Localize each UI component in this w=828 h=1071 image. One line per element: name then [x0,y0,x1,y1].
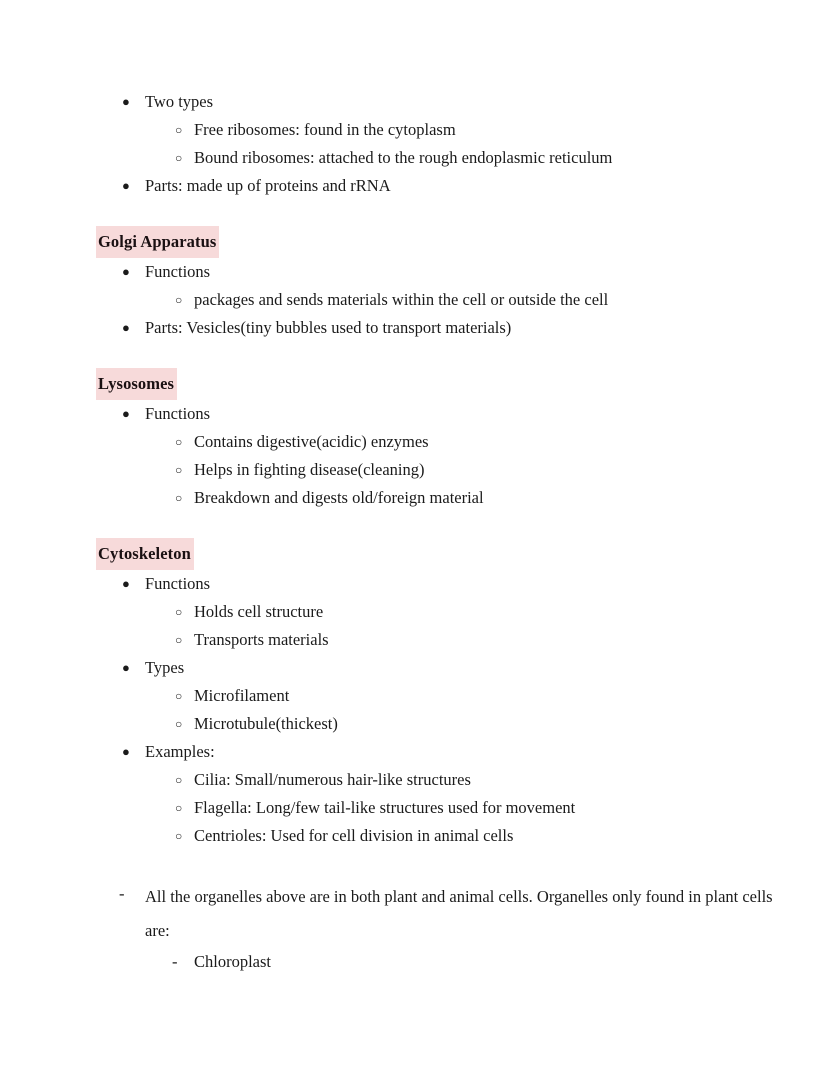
list-item [96,428,736,456]
section-cytoskeleton [96,538,736,850]
list-item-label: Parts: made up of proteins and rRNA [145,176,391,195]
disc-bullet-icon: ● [122,406,130,421]
section-spacer [96,200,736,226]
circle-bullet-icon: ○ [175,293,183,307]
list-item-label: Microfilament [194,686,290,705]
section-lysosomes [96,368,736,512]
section-ribosomes [96,88,736,200]
section-spacer [96,512,736,538]
list-item-label: Functions [145,574,211,593]
circle-bullet-icon: ○ [175,605,183,619]
circle-bullet-icon: ○ [175,151,183,165]
circle-bullet-icon: ○ [175,773,183,787]
disc-bullet-icon: ● [122,320,130,335]
section-spacer [96,850,736,880]
circle-bullet-icon: ○ [175,829,183,843]
list-item [96,400,736,428]
circle-bullet-icon: ○ [175,463,183,477]
list-item-label: Functions [145,404,211,423]
list-item-label: Types [145,658,185,677]
list-item [96,172,736,200]
list-item [96,88,736,116]
disc-bullet-icon: ● [122,576,130,591]
list-item [96,948,736,976]
highlighted-heading-text: Lysosomes [96,368,177,400]
list-item [96,822,736,850]
section-heading-cytoskeleton [96,538,736,570]
list-item-label: Two types [145,92,214,111]
disc-bullet-icon: ● [122,178,130,193]
circle-bullet-icon: ○ [175,491,183,505]
closing-paragraph [96,880,781,948]
section-heading-golgi-apparatus [96,226,736,258]
circle-bullet-icon: ○ [175,717,183,731]
list-item [96,626,736,654]
list-item-label: Microtubule(thickest) [194,714,338,733]
list-item [96,258,736,286]
list-item-label: Flagella: Long/few tail-like structures used for movement [194,798,576,817]
highlighted-heading-text: Golgi Apparatus [96,226,219,258]
list-item [96,654,736,682]
list-item-label: packages and sends materials within the cell or outside the cell [194,290,609,309]
list-item-label: Helps in fighting disease(cleaning) [194,460,425,479]
list-item [96,456,736,484]
circle-bullet-icon: ○ [175,123,183,137]
list-item [96,710,736,738]
disc-bullet-icon: ● [122,94,130,109]
list-item-label: Examples: [145,742,215,761]
list-item-label: Breakdown and digests old/foreign material [194,488,484,507]
list-item [96,116,736,144]
list-item [96,314,736,342]
disc-bullet-icon: ● [122,744,130,759]
list-item-label: Holds cell structure [194,602,324,621]
section-spacer [96,342,736,368]
circle-bullet-icon: ○ [175,435,183,449]
list-item-label: Free ribosomes: found in the cytoplasm [194,120,456,139]
section-closing-note [96,880,773,976]
list-item [96,144,736,172]
list-item-label: Functions [145,262,211,281]
list-item [96,484,736,512]
list-item [96,570,736,598]
section-heading-lysosomes [96,368,736,400]
disc-bullet-icon: ● [122,660,130,675]
disc-bullet-icon: ● [122,264,130,279]
list-item-label: Chloroplast [194,952,271,971]
list-item-label: Transports materials [194,630,329,649]
dash-bullet-icon: - [172,952,178,971]
closing-paragraph-text: All the organelles above are in both plant and animal cells. Organelles only found in plant cells are: [145,887,773,940]
highlighted-heading-text: Cytoskeleton [96,538,194,570]
list-item [96,286,736,314]
list-item [96,738,736,766]
section-golgi-apparatus [96,226,736,342]
dash-bullet-icon: - [119,884,125,903]
list-item [96,598,736,626]
list-item-label: Centrioles: Used for cell division in animal cells [194,826,514,845]
circle-bullet-icon: ○ [175,633,183,647]
list-item [96,766,736,794]
list-item-label: Parts: Vesicles(tiny bubbles used to transport materials) [145,318,512,337]
list-item-label: Contains digestive(acidic) enzymes [194,432,429,451]
list-item [96,682,736,710]
circle-bullet-icon: ○ [175,801,183,815]
document-body [96,88,773,976]
list-item-label: Cilia: Small/numerous hair-like structures [194,770,471,789]
list-item-label: Bound ribosomes: attached to the rough endoplasmic reticulum [194,148,613,167]
circle-bullet-icon: ○ [175,689,183,703]
list-item [96,794,736,822]
